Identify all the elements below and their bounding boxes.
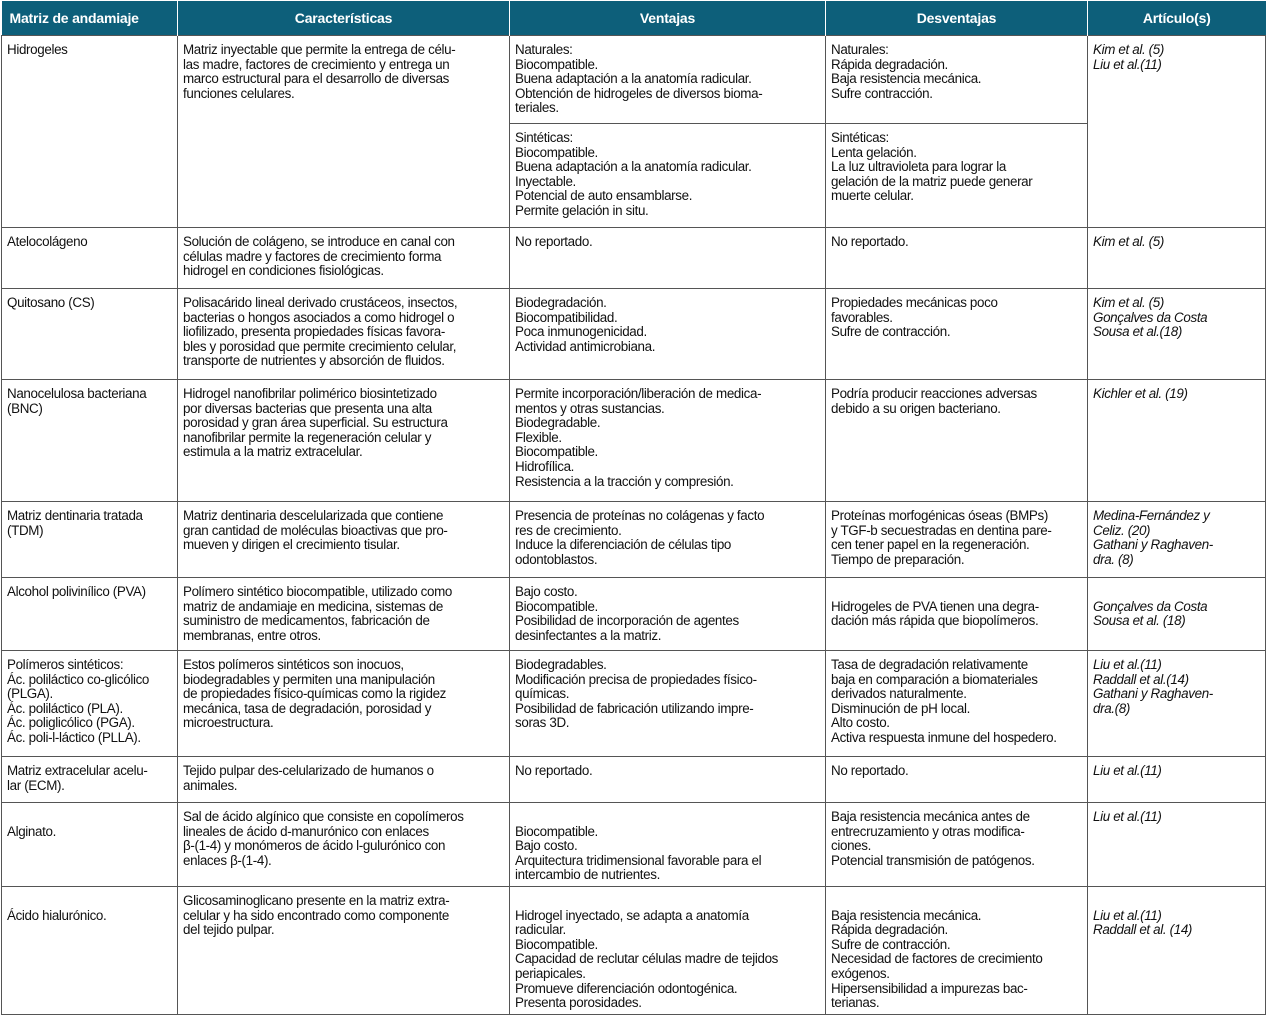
cell-line: Alcohol polivinílico (PVA) <box>7 584 146 599</box>
cell-line: Potencial transmisión de patógenos. <box>831 852 1035 868</box>
table-header-row <box>2 1 1266 36</box>
cell-line: Hidrofílica. <box>515 458 575 474</box>
cell-line: debido a su origen bacteriano. <box>831 400 1001 416</box>
cell-line: (PLGA). <box>7 686 53 702</box>
header-caracteristicas: Características <box>178 1 510 36</box>
cell-line: Tejido pulpar des-celularizado de humanos o <box>183 763 434 778</box>
cell-line: Sal de ácido algínico que consiste en copolímeros <box>183 809 464 824</box>
cell-line: Sufre de contracción. <box>831 324 951 340</box>
cell-ventajas <box>510 757 826 803</box>
cell-line: Sintéticas: <box>831 130 889 145</box>
cell-matriz <box>2 502 178 578</box>
cell-line <box>831 585 1083 600</box>
cell-line: Bajo costo. <box>515 838 578 854</box>
cell-line <box>1093 894 1261 909</box>
cell-line: Matriz inyectable que permite la entrega de célu- <box>183 42 456 57</box>
cell-line: por diversas bacterias que presenta una alta <box>183 400 432 416</box>
cell-line <box>7 894 173 909</box>
cell-line: Bajo costo. <box>515 584 578 599</box>
cell-line: células madre y factores de crecimiento forma <box>183 248 442 264</box>
cell-line: exógenos. <box>831 965 890 981</box>
cell-line: biodegradables y permiten una manipulación <box>183 671 435 687</box>
cell-matriz <box>2 228 178 289</box>
cell-caracteristicas <box>178 651 510 757</box>
cell-line: Kim et al. (5) <box>1093 295 1164 310</box>
cell-ventajas <box>510 380 826 502</box>
cell-line: gran cantidad de moléculas bioactivas que pro- <box>183 522 448 538</box>
cell-line: Naturales: <box>515 42 573 57</box>
cell-line: liofilizado, presenta propiedades físicas favora- <box>183 324 445 340</box>
cell-caracteristicas <box>178 228 510 289</box>
cell-line: estimula a la matriz extracelular. <box>183 444 363 460</box>
cell-line: periapicales. <box>515 965 586 981</box>
cell-line: Permite incorporación/liberación de medica- <box>515 386 762 401</box>
cell-line: Induce la diferenciación de células tipo <box>515 537 732 553</box>
cell-matriz <box>2 380 178 502</box>
header-ventajas: Ventajas <box>510 1 826 36</box>
cell-line: Biocompatible. <box>515 936 598 952</box>
cell-matriz <box>2 886 178 1014</box>
cell-line: Hipersensibilidad a impurezas bac- <box>831 980 1028 996</box>
cell-articulos <box>1088 886 1266 1014</box>
cell-line: No reportado. <box>515 763 593 778</box>
cell-line: derivados naturalmente. <box>831 686 967 702</box>
cell-line: Poca inmunogenicidad. <box>515 324 647 340</box>
cell-line: dra. (8) <box>1093 551 1134 567</box>
cell-line: Ác. poliláctico (PLA). <box>7 700 123 716</box>
cell-line: Gathani y Raghaven- <box>1093 537 1213 553</box>
scaffold-matrix-table <box>1 1 1266 1015</box>
cell-line: Potencial de auto ensamblarse. <box>515 188 693 204</box>
cell-caracteristicas <box>178 757 510 803</box>
cell-line: desinfectantes a la matriz. <box>515 627 662 643</box>
cell-ventajas <box>510 124 826 228</box>
cell-line: celular y ha sido encontrado como componente <box>183 907 449 923</box>
cell-line: Lenta gelación. <box>831 144 917 160</box>
cell-line: entrecruzamiento y otras modifica- <box>831 823 1025 839</box>
table-row <box>2 380 1266 502</box>
cell-line: Solución de colágeno, se introduce en canal con <box>183 234 455 249</box>
cell-line: mentos y otras sustancias. <box>515 400 665 416</box>
cell-line: No reportado. <box>831 234 909 249</box>
cell-line: gelación de la matriz puede generar <box>831 173 1033 189</box>
cell-line: lineales de ácido d-manurónico con enlaces <box>183 823 429 839</box>
cell-articulos <box>1088 289 1266 380</box>
cell-line: de propiedades físico-químicas como la rigidez <box>183 686 447 702</box>
cell-caracteristicas <box>178 578 510 651</box>
cell-line: Podría producir reacciones adversas <box>831 386 1037 401</box>
cell-line: dación más rápida que biopolímeros. <box>831 613 1039 629</box>
table-row <box>2 757 1266 803</box>
cell-line: baja en comparación a biomateriales <box>831 671 1038 687</box>
cell-line: Biocompatible. <box>515 823 598 839</box>
cell-line: Nanocelulosa bacteriana <box>7 386 147 401</box>
cell-line: Polímero sintético biocompatible, utilizado como <box>183 584 453 599</box>
cell-line: Medina-Fernández y <box>1093 508 1210 523</box>
cell-line: No reportado. <box>831 763 909 778</box>
cell-line <box>515 894 821 909</box>
cell-line: ciones. <box>831 838 871 854</box>
cell-line: marco estructural para el desarrollo de diversas <box>183 71 450 87</box>
cell-line: enlaces β-(1-4). <box>183 852 272 868</box>
cell-line: Matriz dentinaria tratada <box>7 508 143 523</box>
cell-line: res de crecimiento. <box>515 522 622 538</box>
cell-line: Ác. poliláctico co-glicólico <box>7 671 150 687</box>
table-row <box>2 228 1266 289</box>
cell-desventajas <box>826 757 1088 803</box>
cell-line: nanofibrilar permite la regeneración celular y <box>183 429 432 445</box>
cell-line: Resistencia a la tracción y compresión. <box>515 473 734 489</box>
cell-matriz <box>2 803 178 887</box>
cell-line: Activa respuesta inmune del hospedero. <box>831 729 1057 745</box>
cell-matriz <box>2 289 178 380</box>
cell-line: Kichler et al. (19) <box>1093 386 1188 401</box>
cell-caracteristicas <box>178 803 510 887</box>
cell-matriz <box>2 36 178 228</box>
cell-line: Estos polímeros sintéticos son inocuos, <box>183 657 404 672</box>
cell-line: Naturales: <box>831 42 889 57</box>
cell-line: β-(1-4) y monómeros de ácido l-gulurónico con <box>183 838 446 854</box>
cell-line: membranas, entre otros. <box>183 627 321 643</box>
cell-line: lar (ECM). <box>7 777 65 793</box>
cell-line: porosidad y gran área superficial. Su estructura <box>183 415 448 431</box>
cell-line: Raddall et al.(14) <box>1093 671 1189 687</box>
cell-line: animales. <box>183 777 238 793</box>
cell-line: terianas. <box>831 995 880 1011</box>
cell-line: La luz ultravioleta para lograr la <box>831 159 1006 175</box>
cell-caracteristicas <box>178 289 510 380</box>
cell-ventajas <box>510 886 826 1014</box>
cell-line: transporte de nutrientes y absorción de fluidos. <box>183 353 445 369</box>
cell-line: Sousa et al. (18) <box>1093 613 1186 629</box>
cell-line: teriales. <box>515 100 559 116</box>
cell-caracteristicas <box>178 886 510 1014</box>
cell-line: Liu et al.(11) <box>1093 907 1162 923</box>
cell-line: funciones celulares. <box>183 85 295 101</box>
cell-line: Liu et al.(11) <box>1093 809 1162 824</box>
cell-ventajas <box>510 651 826 757</box>
cell-line: Biodegradable. <box>515 415 601 431</box>
cell-line: Modificación precisa de propiedades físico- <box>515 671 757 687</box>
cell-line: bacterias o hongos asociados a como hidrogel o <box>183 309 455 325</box>
cell-line: Actividad antimicrobiana. <box>515 338 656 354</box>
cell-line: Hidrogel inyectado, se adapta a anatomía <box>515 907 749 923</box>
cell-ventajas <box>510 502 826 578</box>
cell-line: Buena adaptación a la anatomía radicular. <box>515 159 752 175</box>
cell-line: dra.(8) <box>1093 700 1130 716</box>
cell-line: Baja resistencia mecánica. <box>831 71 982 87</box>
cell-line: mecánica, tasa de degradación, porosidad y <box>183 700 432 716</box>
cell-line: Sintéticas: <box>515 130 573 145</box>
cell-line: Ác. poli-l-láctico (PLLA). <box>7 729 141 745</box>
cell-line: Atelocolágeno <box>7 234 88 249</box>
cell-articulos <box>1088 651 1266 757</box>
cell-line: Matriz extracelular acelu- <box>7 763 148 778</box>
cell-matriz <box>2 651 178 757</box>
cell-line: Tasa de degradación relativamente <box>831 657 1028 672</box>
cell-ventajas <box>510 36 826 124</box>
cell-articulos <box>1088 803 1266 887</box>
cell-line: las madre, factores de crecimiento y entrega un <box>183 56 450 72</box>
cell-line: Arquitectura tridimensional favorable para el <box>515 852 762 868</box>
cell-line: Tiempo de preparación. <box>831 551 965 567</box>
cell-articulos <box>1088 380 1266 502</box>
cell-line: favorables. <box>831 309 893 325</box>
cell-articulos <box>1088 228 1266 289</box>
cell-line: Gonçalves da Costa <box>1093 598 1208 614</box>
cell-ventajas <box>510 289 826 380</box>
cell-caracteristicas <box>178 36 510 228</box>
cell-desventajas <box>826 578 1088 651</box>
cell-line: Kim et al. (5) <box>1093 42 1164 57</box>
cell-line: radicular. <box>515 922 566 938</box>
table-row <box>2 803 1266 887</box>
cell-line: soras 3D. <box>515 715 570 731</box>
cell-line: Matriz dentinaria descelularizada que contiene <box>183 508 444 523</box>
cell-line: No reportado. <box>515 234 593 249</box>
cell-line: (BNC) <box>7 400 43 416</box>
cell-line: Quitosano (CS) <box>7 295 95 310</box>
cell-line: odontoblastos. <box>515 551 598 567</box>
cell-line: Raddall et al. (14) <box>1093 922 1193 938</box>
cell-line: Alginato. <box>7 823 56 839</box>
cell-ventajas <box>510 578 826 651</box>
cell-desventajas <box>826 886 1088 1014</box>
cell-line: Hidrogeles de PVA tienen una degra- <box>831 598 1039 614</box>
cell-line: Biodegradables. <box>515 657 607 672</box>
cell-line: Liu et al.(11) <box>1093 657 1162 672</box>
table-row <box>2 502 1266 578</box>
cell-line: microestructura. <box>183 715 274 731</box>
cell-line: mueven y dirigen el crecimiento tisular. <box>183 537 400 553</box>
cell-line: Kim et al. (5) <box>1093 234 1164 249</box>
cell-line: Glicosaminoglicano presente en la matriz extra- <box>183 892 450 908</box>
cell-line: Capacidad de reclutar células madre de tejidos <box>515 951 779 967</box>
cell-line <box>515 810 821 825</box>
cell-caracteristicas <box>178 502 510 578</box>
cell-line: Celiz. (20) <box>1093 522 1151 538</box>
table-row <box>2 578 1266 651</box>
cell-line: Presencia de proteínas no colágenas y facto <box>515 508 765 523</box>
cell-articulos <box>1088 36 1266 228</box>
cell-articulos <box>1088 578 1266 651</box>
cell-line: Biocompatible. <box>515 444 598 460</box>
cell-line: Baja resistencia mecánica. <box>831 907 982 923</box>
cell-line: Biocompatibilidad. <box>515 309 618 325</box>
cell-line <box>7 810 173 825</box>
cell-line: cen tener papel en la regeneración. <box>831 537 1030 553</box>
cell-line: Posibilidad de incorporación de agentes <box>515 613 739 629</box>
cell-line: suministro de medicamentos, fabricación de <box>183 613 430 629</box>
cell-desventajas <box>826 289 1088 380</box>
cell-line: muerte celular. <box>831 188 914 204</box>
cell-line: Proteínas morfogénicas óseas (BMPs) <box>831 508 1048 523</box>
cell-line: matriz de andamiaje en medicina, sistemas de <box>183 598 443 614</box>
cell-line: Ácido hialurónico. <box>7 907 107 923</box>
table-row <box>2 36 1266 124</box>
cell-line: Hidrogeles <box>7 42 68 57</box>
cell-line: Polímeros sintéticos: <box>7 657 124 672</box>
table-row <box>2 289 1266 380</box>
cell-articulos <box>1088 757 1266 803</box>
cell-line: Hidrogel nanofibrilar polimérico biosintetizado <box>183 386 437 401</box>
table-row <box>2 886 1266 1014</box>
cell-line: Presenta porosidades. <box>515 995 642 1011</box>
cell-line: hidrogel en condiciones fisiológicas. <box>183 263 384 279</box>
cell-desventajas <box>826 380 1088 502</box>
cell-line: Biodegradación. <box>515 295 607 310</box>
cell-line: Obtención de hidrogeles de diversos bioma- <box>515 85 763 101</box>
cell-line: (TDM) <box>7 522 44 538</box>
cell-line: Sousa et al.(18) <box>1093 324 1182 340</box>
table-row <box>2 651 1266 757</box>
cell-line: y TGF-b secuestradas en dentina pare- <box>831 522 1052 538</box>
cell-line: Polisacárido lineal derivado crustáceos, insectos, <box>183 295 458 310</box>
cell-desventajas <box>826 502 1088 578</box>
cell-line: Gonçalves da Costa <box>1093 309 1208 325</box>
cell-line <box>1093 585 1261 600</box>
cell-line: Gathani y Raghaven- <box>1093 686 1213 702</box>
cell-line: Biocompatible. <box>515 56 598 72</box>
cell-desventajas <box>826 228 1088 289</box>
cell-articulos <box>1088 502 1266 578</box>
cell-line: Permite gelación in situ. <box>515 202 649 218</box>
cell-line: Biocompatible. <box>515 598 598 614</box>
cell-line: Promueve diferenciación odontogénica. <box>515 980 738 996</box>
cell-desventajas <box>826 651 1088 757</box>
header-articulos: Artículo(s) <box>1088 1 1266 36</box>
cell-line: Flexible. <box>515 429 562 445</box>
cell-matriz <box>2 757 178 803</box>
cell-desventajas <box>826 803 1088 887</box>
cell-line: químicas. <box>515 686 570 702</box>
cell-line: Biocompatible. <box>515 144 598 160</box>
cell-line: Rápida degradación. <box>831 922 948 938</box>
cell-line: Sufre de contracción. <box>831 936 951 952</box>
cell-ventajas <box>510 228 826 289</box>
cell-desventajas <box>826 36 1088 124</box>
cell-line: Propiedades mecánicas poco <box>831 295 998 310</box>
cell-line: Necesidad de factores de crecimiento <box>831 951 1043 967</box>
cell-line <box>831 894 1083 909</box>
cell-matriz <box>2 578 178 651</box>
cell-line: bles y porosidad que permite crecimiento celular, <box>183 338 457 354</box>
cell-line: Sufre contracción. <box>831 85 933 101</box>
cell-line: Alto costo. <box>831 715 890 731</box>
cell-line: Inyectable. <box>515 173 576 189</box>
cell-line: Liu et al.(11) <box>1093 56 1162 72</box>
cell-ventajas <box>510 803 826 887</box>
cell-caracteristicas <box>178 380 510 502</box>
cell-line: intercambio de nutrientes. <box>515 867 660 883</box>
cell-line: Buena adaptación a la anatomía radicular. <box>515 71 752 87</box>
cell-line: Disminución de pH local. <box>831 700 970 716</box>
cell-line: Ác. poliglicólico (PGA). <box>7 715 135 731</box>
cell-desventajas <box>826 124 1088 228</box>
cell-line: Rápida degradación. <box>831 56 948 72</box>
header-matriz: Matriz de andamiaje <box>2 1 178 36</box>
cell-line: Posibilidad de fabricación utilizando impre- <box>515 700 754 716</box>
header-desventajas: Desventajas <box>826 1 1088 36</box>
cell-line: Liu et al.(11) <box>1093 763 1162 778</box>
cell-line: del tejido pulpar. <box>183 922 275 938</box>
cell-line: Baja resistencia mecánica antes de <box>831 809 1030 824</box>
